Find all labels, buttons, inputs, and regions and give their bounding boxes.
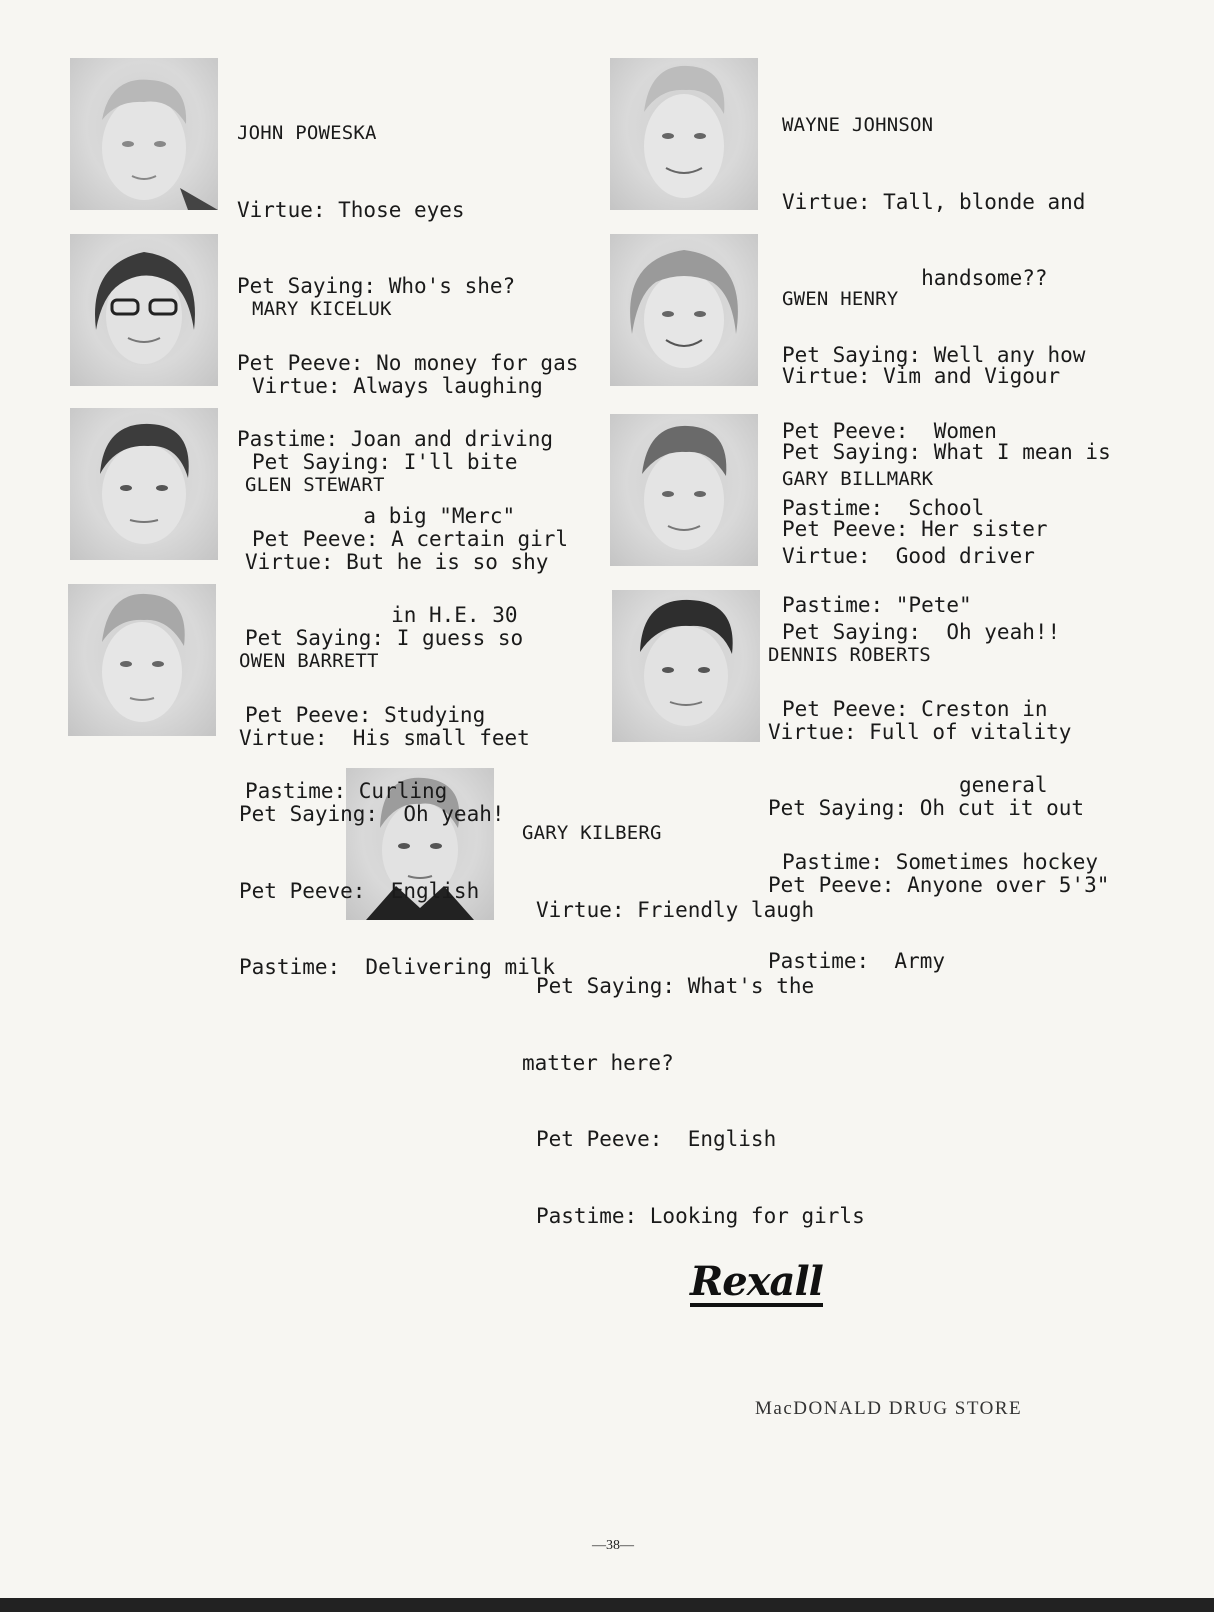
photo-glen-stewart [70,408,218,560]
pet-saying: Pet Saying: Oh cut it out [768,796,1085,820]
page-number: —38— [592,1538,634,1553]
photo-dennis-roberts [612,590,760,742]
pet-saying: Pet Saying: Who's she? [237,274,516,298]
photo-wayne-johnson [610,58,758,210]
pet-peeve: Pet Peeve: Creston in [782,696,1048,721]
pet-saying: Pet Saying: What I mean is [782,440,1111,464]
pastime: Pastime: Army [768,949,946,973]
virtue: Virtue: Those eyes [237,197,465,222]
student-name: WAYNE JOHNSON [782,114,934,136]
pet-saying: Pet Saying: Oh yeah! [239,802,505,826]
pastime-continued: a big "Merc" [237,503,516,528]
pet-saying: Pet Saying: What's the [536,974,815,998]
entry-owen-barrett [239,598,555,1006]
pet-saying: Pet Saying: I guess so [245,626,524,650]
pastime: Pastime: "Pete" [782,593,972,617]
virtue: Virtue: But he is so shy [245,549,549,574]
photo-john-poweska [70,58,218,210]
pet-peeve: Pet Peeve: Women [782,419,997,443]
virtue: Virtue: Friendly laugh [536,897,815,922]
pastime: Pastime: Curling [245,779,448,803]
student-name: GARY BILLMARK [782,468,934,490]
photo-mary-kiceluk [70,234,218,386]
pastime: Pastime: Sometimes hockey [782,849,1099,874]
student-name: GWEN HENRY [782,288,899,310]
student-name: DENNIS ROBERTS [768,644,931,666]
store-name: MacDONALD DRUG STORE [755,1398,1023,1419]
pet-peeve-continued: general [782,773,1048,797]
pet-saying: Pet Saying: Oh yeah!! [782,620,1061,644]
photo-owen-barrett [68,584,216,736]
pet-peeve: Pet Peeve: English [239,878,480,903]
pet-saying: Pet Saying: I'll bite [252,450,518,474]
virtue: Virtue: Full of vitality [768,719,1072,744]
student-name: GARY KILBERG [522,822,662,844]
virtue: Virtue: Good driver [782,543,1035,568]
pet-peeve-continued: in H.E. 30 [252,603,518,627]
virtue: Virtue: His small feet [239,725,530,750]
photo-gary-billmark [610,414,758,566]
pet-saying: Pet Saying: Well any how [782,342,1086,367]
pet-peeve: Pet Peeve: Anyone over 5'3" [768,872,1110,897]
pastime: Pastime: School [782,495,985,520]
virtue-continued: handsome?? [782,266,1048,290]
virtue: Virtue: Vim and Vigour [782,363,1061,388]
pet-peeve: Pet Peeve: A certain girl [252,526,569,551]
bottom-border [0,1598,1214,1612]
virtue: Virtue: Always laughing [252,373,543,398]
rexall-logo: Rexall [690,1258,823,1305]
student-name: GLEN STEWART [245,474,385,496]
student-name: OWEN BARRETT [239,650,379,672]
pastime: Pastime: Looking for girls [536,1203,865,1228]
pet-peeve: Pet Peeve: Her sister [782,516,1048,541]
pet-saying-continued: matter here? [522,1050,674,1075]
entry-gary-kilberg [522,770,865,1255]
pastime: Pastime: Joan and driving [237,427,554,451]
photo-gwen-henry [610,234,758,386]
pet-peeve: Pet Peeve: English [536,1127,777,1151]
pet-peeve: Pet Peeve: No money for gas [237,350,579,375]
student-name: JOHN POWESKA [237,122,377,144]
virtue: Virtue: Tall, blonde and [782,189,1086,214]
pastime: Pastime: Delivering milk [239,955,556,979]
student-name: MARY KICELUK [252,298,392,320]
pet-peeve: Pet Peeve: Studying [245,702,486,727]
